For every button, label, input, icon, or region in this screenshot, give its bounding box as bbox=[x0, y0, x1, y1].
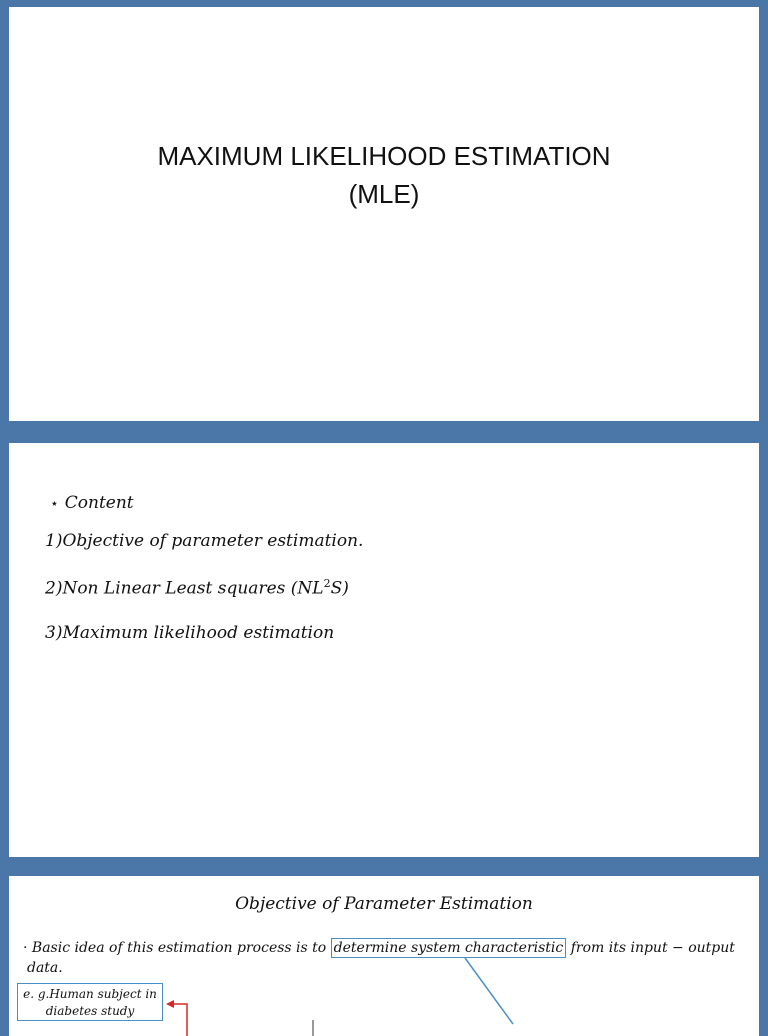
content-item-2-text-end: S) bbox=[330, 578, 349, 599]
bullet-icon: · bbox=[23, 940, 28, 956]
bullet-text-continued: data. bbox=[27, 960, 63, 976]
red-arrow-line bbox=[174, 1004, 187, 1036]
content-heading-label: Content bbox=[64, 493, 134, 513]
example-line-1: e. g.Human subject in bbox=[23, 987, 157, 1001]
title-line-1: MAXIMUM LIKELIHOOD ESTIMATION bbox=[157, 141, 611, 171]
red-arrowhead-icon bbox=[166, 1000, 174, 1008]
title-slide bbox=[9, 7, 759, 421]
star-icon: ⋆ bbox=[50, 496, 59, 512]
content-heading bbox=[50, 493, 134, 513]
superscript: 2 bbox=[323, 577, 331, 590]
slide-title bbox=[9, 137, 759, 213]
title-line-2: (MLE) bbox=[348, 179, 420, 209]
content-item-3: 3)Maximum likelihood estimation bbox=[45, 623, 335, 643]
bullet-text-end: from its input − output bbox=[566, 940, 735, 956]
connector-line bbox=[465, 958, 513, 1024]
slide-title: Objective of Parameter Estimation bbox=[235, 894, 533, 914]
objective-slide bbox=[9, 876, 759, 1036]
content-slide bbox=[9, 443, 759, 857]
content-item-1: 1)Objective of parameter estimation. bbox=[45, 531, 364, 551]
example-line-2: diabetes study bbox=[45, 1004, 135, 1018]
content-item-2 bbox=[45, 577, 349, 599]
bullet-text-start: Basic idea of this estimation process is to bbox=[31, 940, 331, 956]
content-item-2-text: 2)Non Linear Least squares (NL bbox=[45, 578, 324, 599]
highlight-box: determine system characteristic bbox=[331, 938, 567, 958]
example-box bbox=[17, 983, 163, 1021]
bullet-text bbox=[23, 940, 735, 956]
